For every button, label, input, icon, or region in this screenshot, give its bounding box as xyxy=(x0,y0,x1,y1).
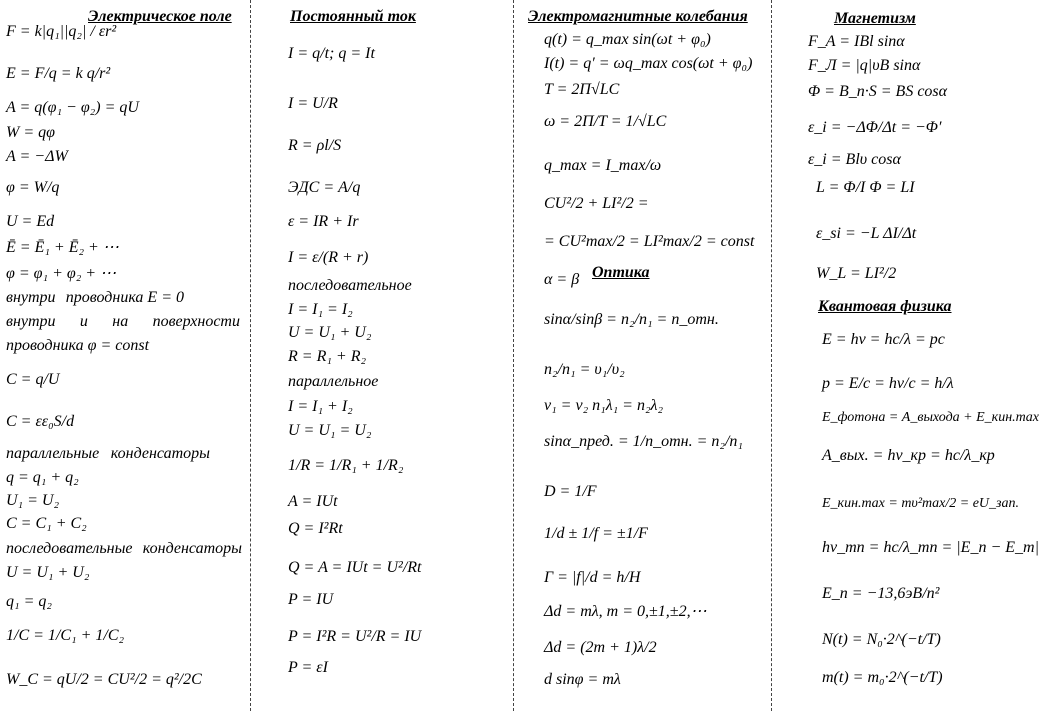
formula: ε_si = −L ΔI/Δt xyxy=(816,225,917,242)
formula: I = I₁ = I₂ xyxy=(288,301,353,318)
dc-column xyxy=(252,0,510,711)
formula: U = U₁ = U₂ xyxy=(288,422,372,439)
formula: N(t) = N₀·2^(−t/T) xyxy=(822,631,941,648)
text-line: последовательное xyxy=(288,277,412,294)
column-separator xyxy=(771,0,772,711)
word: внутри xyxy=(6,289,56,306)
formula: Q = I²Rt xyxy=(288,520,343,537)
formula: U₁ = U₂ xyxy=(6,492,60,509)
formula: = CU²max/2 = LI²max/2 = const xyxy=(544,233,755,250)
formula: U = Ed xyxy=(6,213,55,230)
word: на xyxy=(112,313,129,330)
formula: ν₁ = ν₂ n₁λ₁ = n₂λ₂ xyxy=(544,397,664,414)
text-line xyxy=(6,288,184,308)
formula: R = R₁ + R₂ xyxy=(288,348,367,365)
formula: Φ = B_n·S = BS cosα xyxy=(808,83,948,100)
word: и xyxy=(79,313,88,330)
formula: A = q(φ₁ − φ₂) = qU xyxy=(6,99,139,116)
section-title: Магнетизм xyxy=(834,10,916,27)
formula: F = k|q₁||q₂| / εr² xyxy=(6,23,117,40)
text-line: проводника φ = const xyxy=(6,337,150,354)
formula: q₁ = q₂ xyxy=(6,593,52,610)
formula: L = Φ/I Φ = LI xyxy=(816,179,915,196)
formula: 1/C = 1/C₁ + 1/C₂ xyxy=(6,627,125,644)
formula: Ē = Ē₁ + Ē₂ + ⋯ xyxy=(6,239,119,256)
formula: U = U₁ + U₂ xyxy=(6,564,90,581)
formula: I = q/t; q = It xyxy=(288,45,375,62)
formula: φ = W/q xyxy=(6,179,60,196)
column-separator xyxy=(250,0,251,711)
formula: φ = φ₁ + φ₂ + ⋯ xyxy=(6,265,117,282)
formula: P = εI xyxy=(288,659,328,676)
formula: d sinφ = mλ xyxy=(544,671,621,688)
formula: P = I²R = U²/R = IU xyxy=(288,628,422,645)
word: параллельные xyxy=(6,445,100,462)
formula: E = F/q = k q/r² xyxy=(6,65,111,82)
formula: Г = |f|/d = h/H xyxy=(544,569,641,586)
formula: Δd = mλ, m = 0,±1,±2,⋯ xyxy=(544,603,707,620)
formula: 1/d ± 1/f = ±1/F xyxy=(544,525,648,542)
formula: A = IUt xyxy=(288,493,338,510)
formula: I = ε/(R + r) xyxy=(288,249,369,266)
column-separator xyxy=(513,0,514,711)
formula: F_Л = |q|υB sinα xyxy=(808,57,921,74)
formula: I = I₁ + I₂ xyxy=(288,398,353,415)
text-line xyxy=(6,444,210,464)
word: конденсаторы xyxy=(110,445,210,462)
formula: CU²/2 + LI²/2 = xyxy=(544,195,649,212)
formula: E_фотона = A_выхода + E_кин.max xyxy=(822,410,1039,425)
section-title: Электромагнитные колебания xyxy=(528,8,748,25)
formula: m(t) = m₀·2^(−t/T) xyxy=(822,669,943,686)
formula: E_кин.max = mυ²max/2 = eU_зап. xyxy=(822,496,1019,511)
formula: Q = A = IUt = U²/Rt xyxy=(288,559,422,576)
formula: F_A = IBl sinα xyxy=(808,33,905,50)
formula: D = 1/F xyxy=(544,483,597,500)
text-line: параллельное xyxy=(288,373,379,390)
formula: hν_mn = hc/λ_mn = |E_n − E_m| xyxy=(822,539,1039,556)
formula: W = qφ xyxy=(6,124,55,141)
word: проводника E = 0 xyxy=(65,289,184,306)
formula: sinα/sinβ = n₂/n₁ = n_отн. xyxy=(544,311,719,328)
formula: ω = 2Π/T = 1/√LC xyxy=(544,113,667,130)
formula: W_C = qU/2 = CU²/2 = q²/2C xyxy=(6,671,202,688)
formula: q(t) = q_max sin(ωt + φ₀) xyxy=(544,31,711,48)
section-title: Квантовая физика xyxy=(818,298,952,315)
section-title: Оптика xyxy=(592,264,650,281)
formula: E = hν = hc/λ = pc xyxy=(822,331,945,348)
formula: A_вых. = hν_кр = hc/λ_кр xyxy=(822,447,995,464)
word: конденсаторы xyxy=(142,540,242,557)
formula: C = q/U xyxy=(6,371,60,388)
word: поверхности xyxy=(152,313,240,330)
word: последовательные xyxy=(6,540,133,557)
formula: A = −ΔW xyxy=(6,148,68,165)
formula: P = IU xyxy=(288,591,334,608)
text-line xyxy=(6,312,240,332)
formula: I(t) = q′ = ωq_max cos(ωt + φ₀) xyxy=(544,55,753,72)
formula: C = C₁ + C₂ xyxy=(6,515,87,532)
formula: C = εε₀S/d xyxy=(6,413,75,430)
formula: T = 2Π√LC xyxy=(544,81,620,98)
section-title: Постоянный ток xyxy=(290,8,416,25)
formula: sinα_пред. = 1/n_отн. = n₂/n₁ xyxy=(544,433,743,450)
formula: ε_i = Blυ cosα xyxy=(808,151,901,168)
formula: q_max = I_max/ω xyxy=(544,157,662,174)
oscillations-optics-column xyxy=(516,0,768,711)
section-title: Электрическое поле xyxy=(88,8,232,25)
formula: n₂/n₁ = υ₁/υ₂ xyxy=(544,361,625,378)
formula: E_n = −13,6эВ/n² xyxy=(822,585,940,602)
formula: R = ρl/S xyxy=(288,137,342,154)
formula: ЭДС = A/q xyxy=(288,179,361,196)
formula: W_L = LI²/2 xyxy=(816,265,897,282)
formula: q = q₁ + q₂ xyxy=(6,469,79,486)
electrostatics-column xyxy=(0,0,248,711)
formula: I = U/R xyxy=(288,95,338,112)
formula: 1/R = 1/R₁ + 1/R₂ xyxy=(288,457,404,474)
formula: U = U₁ + U₂ xyxy=(288,324,372,341)
magnetism-quantum-column xyxy=(774,0,1039,711)
formula: α = β xyxy=(544,271,580,288)
word: внутри xyxy=(6,313,56,330)
formula: ε_i = −ΔΦ/Δt = −Φ′ xyxy=(808,119,942,136)
text-line xyxy=(6,539,242,559)
formula: ε = IR + Ir xyxy=(288,213,359,230)
formula: p = E/c = hν/c = h/λ xyxy=(822,375,954,392)
formula: Δd = (2m + 1)λ/2 xyxy=(544,639,657,656)
